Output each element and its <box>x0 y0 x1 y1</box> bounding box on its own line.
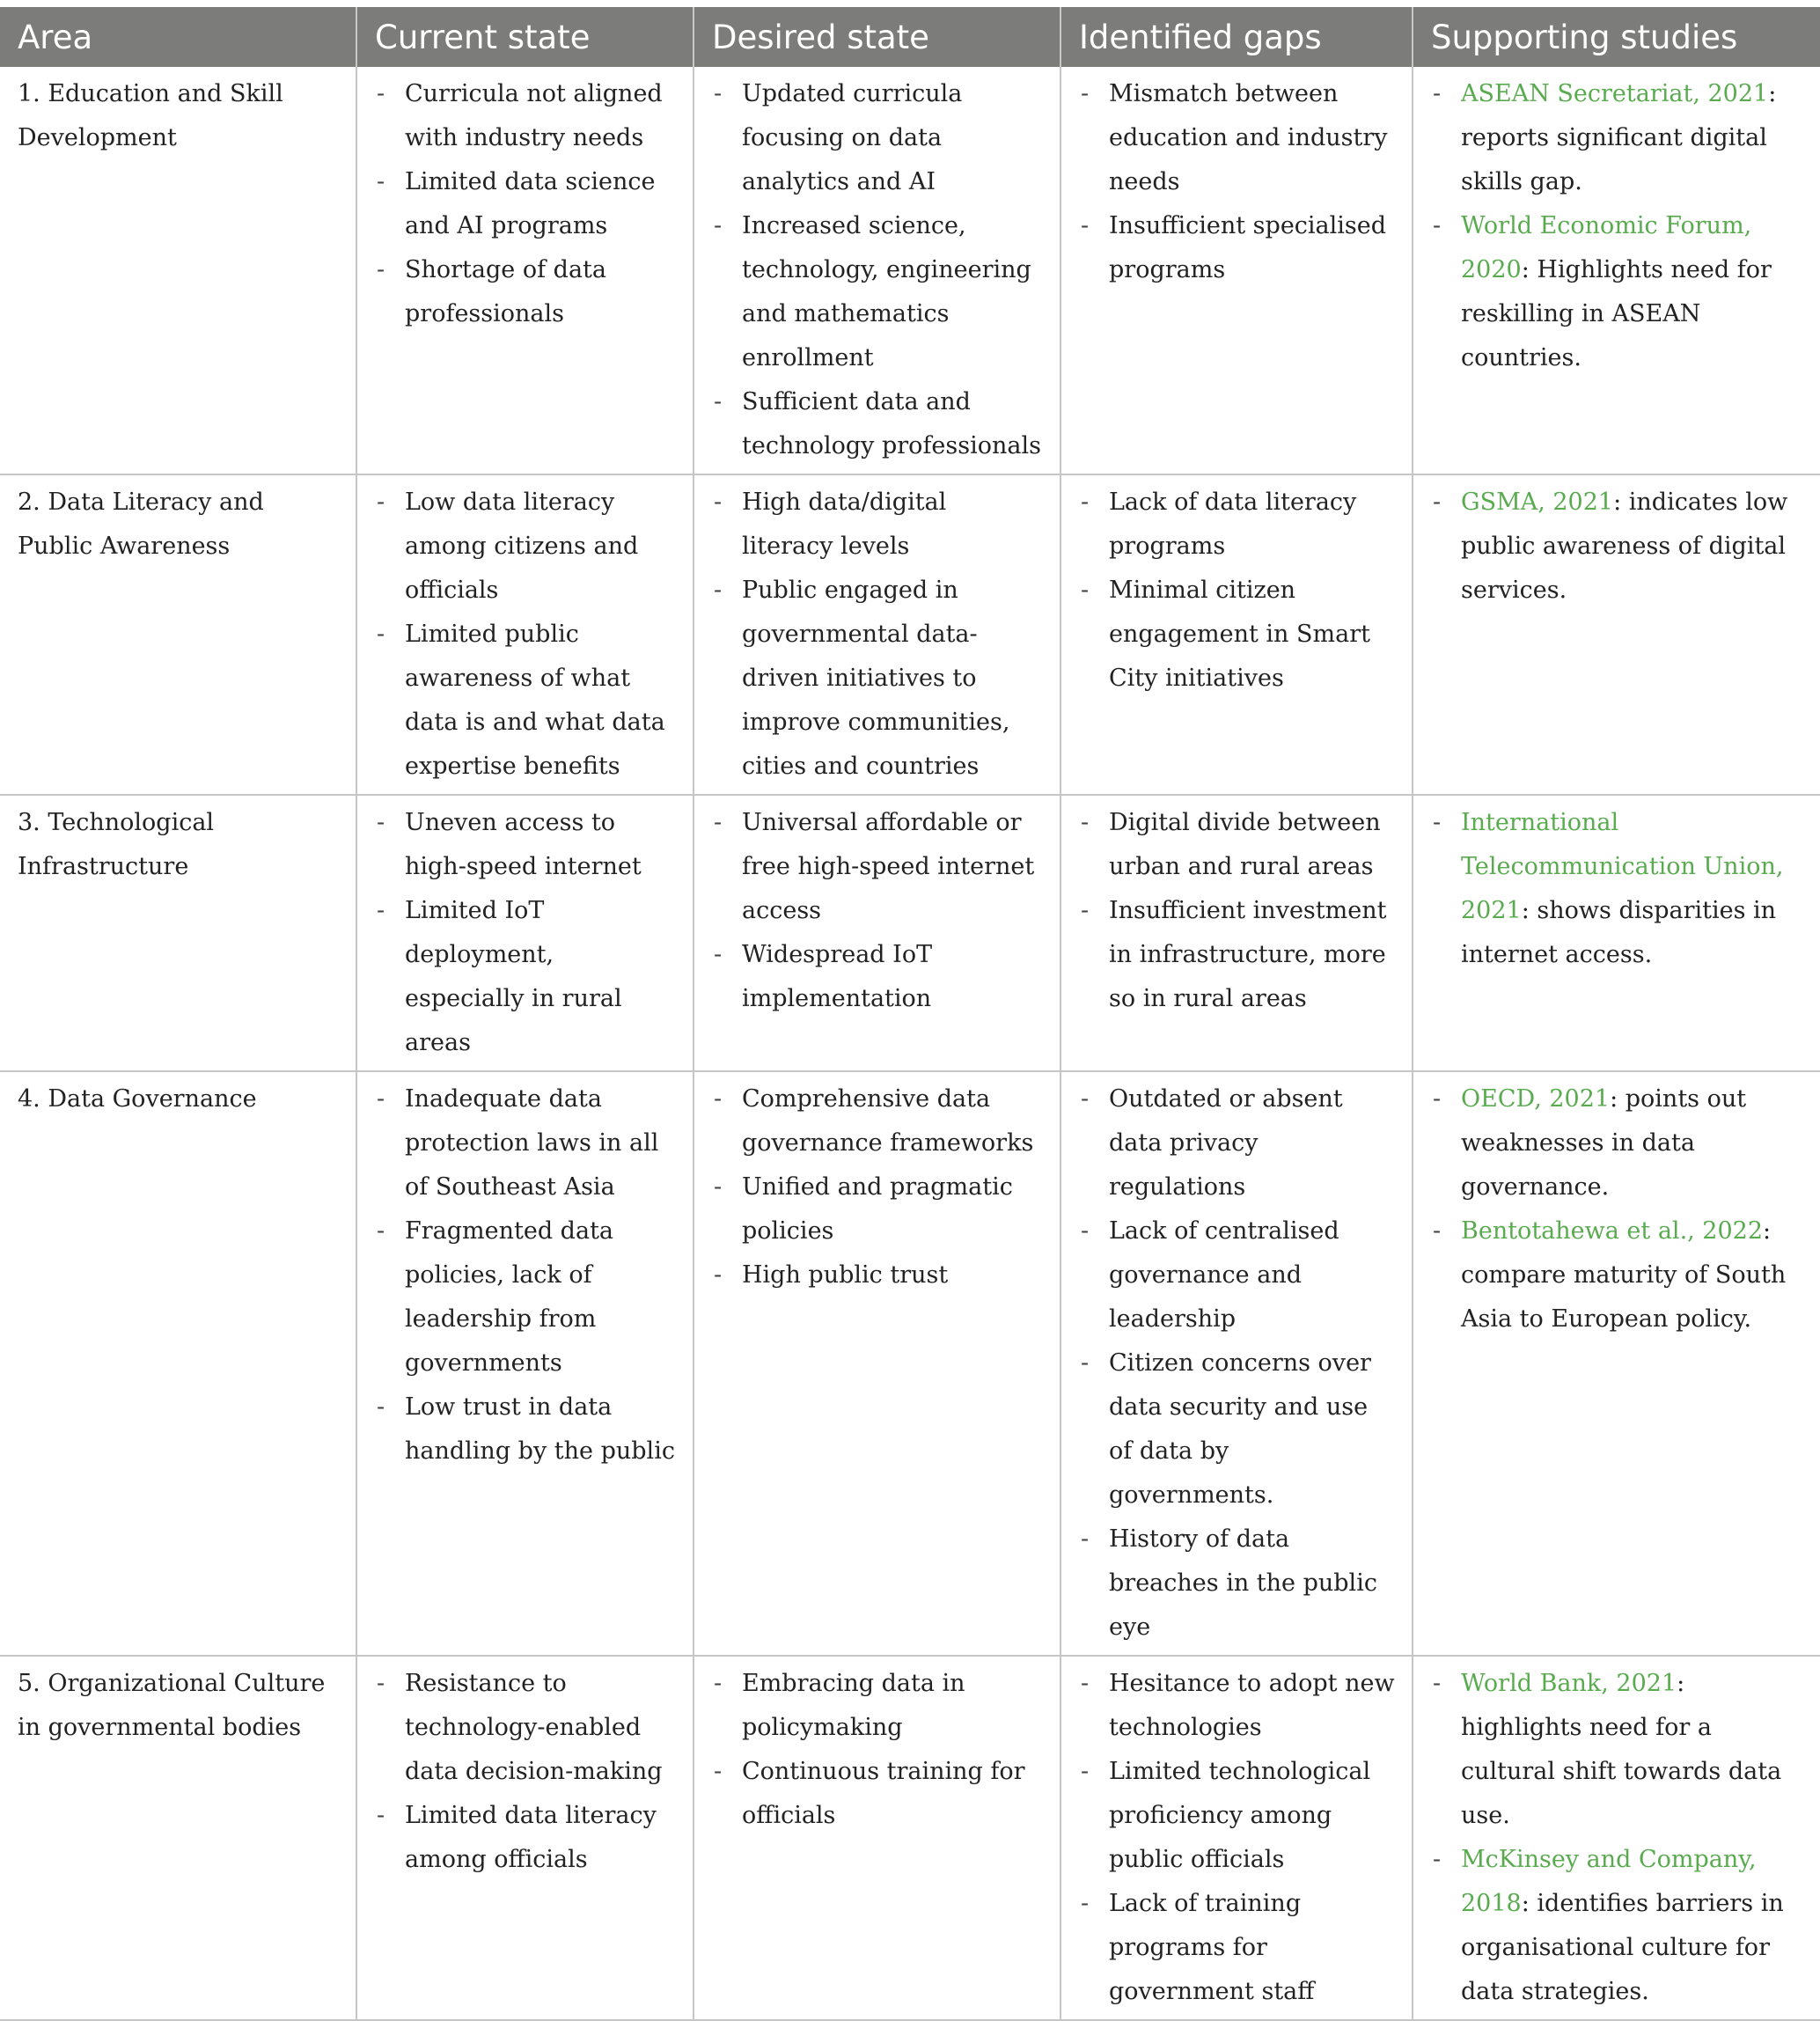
list-item <box>1431 1662 1804 1838</box>
citation-link[interactable]: ASEAN Secretariat, 2021 <box>1461 80 1769 107</box>
citation-text: : indicates low public awareness of digital services. <box>1461 489 1788 604</box>
citation-link[interactable]: International Telecommunication Union, 2021 <box>1461 809 1784 924</box>
gap-analysis-table-container <box>0 7 1820 2021</box>
citation-link[interactable]: GSMA, 2021 <box>1461 489 1614 516</box>
list-item: - Lack of training programs for government staff <box>1079 1882 1396 2014</box>
identified-gaps-cell <box>1060 474 1413 795</box>
table-row <box>0 1071 1820 1656</box>
list-item: - Widespread IoT implementation <box>712 933 1044 1021</box>
current-state-list <box>375 1662 677 1882</box>
area-cell: 5. Organizational Culture in governmental bodies <box>0 1656 356 2020</box>
header-row <box>0 7 1820 67</box>
supporting-studies-cell <box>1413 1071 1820 1656</box>
list-item: - Limited data literacy among officials <box>375 1794 677 1882</box>
supporting-studies-cell <box>1413 1656 1820 2020</box>
supporting-studies-list <box>1431 1077 1804 1341</box>
list-item: - Continuous training for officials <box>712 1750 1044 1838</box>
table-row <box>0 474 1820 795</box>
citation-link[interactable]: Bentotahewa et al., 2022 <box>1461 1217 1764 1245</box>
desired-state-cell <box>694 1656 1060 2020</box>
header-desired-state: Desired state <box>694 7 1060 67</box>
current-state-cell <box>356 795 694 1071</box>
list-item: - Fragmented data policies, lack of leadership from governments <box>375 1209 677 1385</box>
identified-gaps-cell <box>1060 67 1413 474</box>
current-state-cell <box>356 474 694 795</box>
gap-analysis-table <box>0 7 1820 2021</box>
identified-gaps-cell <box>1060 1071 1413 1656</box>
desired-state-cell <box>694 474 1060 795</box>
list-item: - Lack of data literacy programs <box>1079 481 1396 569</box>
list-item: - Mismatch between education and industry needs <box>1079 72 1396 204</box>
citation-text: : compare maturity of South Asia to European policy. <box>1461 1217 1787 1333</box>
list-item: - Limited data science and AI programs <box>375 160 677 248</box>
identified-gaps-list <box>1079 801 1396 1021</box>
list-item: - Curricula not aligned with industry needs <box>375 72 677 160</box>
desired-state-list <box>712 72 1044 468</box>
area-cell: 1. Education and Skill Development <box>0 67 356 474</box>
list-item: - Lack of centralised governance and leadership <box>1079 1209 1396 1341</box>
table-row <box>0 67 1820 474</box>
list-item: - History of data breaches in the public eye <box>1079 1518 1396 1650</box>
list-item: - Public engaged in governmental data-driven initiatives to improve communities, cities and countries <box>712 569 1044 789</box>
area-cell: 4. Data Governance <box>0 1071 356 1656</box>
table-body <box>0 67 1820 2020</box>
identified-gaps-list <box>1079 72 1396 292</box>
list-item: - High public trust <box>712 1253 1044 1297</box>
citation-link[interactable]: OECD, 2021 <box>1461 1085 1611 1113</box>
citation-text: : points out weaknesses in data governance. <box>1461 1085 1747 1201</box>
header-current-state: Current state <box>356 7 694 67</box>
list-item <box>1431 481 1804 613</box>
list-item: - High data/digital literacy levels <box>712 481 1044 569</box>
list-item: - Low data literacy among citizens and officials <box>375 481 677 613</box>
header-identified-gaps: Identified gaps <box>1060 7 1413 67</box>
citation-text: : identifies barriers in organisational culture for data strategies. <box>1461 1890 1784 2005</box>
list-item: - Embracing data in policymaking <box>712 1662 1044 1750</box>
current-state-cell <box>356 67 694 474</box>
list-item: - Limited IoT deployment, especially in rural areas <box>375 889 677 1065</box>
supporting-studies-list <box>1431 1662 1804 2014</box>
list-item <box>1431 801 1804 977</box>
identified-gaps-list <box>1079 1077 1396 1650</box>
list-item: - Increased science, technology, engineering and mathematics enrollment <box>712 204 1044 380</box>
area-cell: 2. Data Literacy and Public Awareness <box>0 474 356 795</box>
citation-link[interactable]: World Bank, 2021 <box>1461 1670 1677 1697</box>
list-item <box>1431 72 1804 204</box>
list-item: - Shortage of data professionals <box>375 248 677 336</box>
list-item: - Insufficient specialised programs <box>1079 204 1396 292</box>
desired-state-list <box>712 1077 1044 1297</box>
header-area: Area <box>0 7 356 67</box>
list-item <box>1431 1838 1804 2014</box>
current-state-list <box>375 801 677 1065</box>
identified-gaps-list <box>1079 481 1396 701</box>
citation-link[interactable]: McKinsey and Company, 2018 <box>1461 1846 1757 1917</box>
identified-gaps-cell <box>1060 1656 1413 2020</box>
list-item: - Sufficient data and technology professionals <box>712 380 1044 468</box>
current-state-cell <box>356 1656 694 2020</box>
supporting-studies-cell <box>1413 67 1820 474</box>
supporting-studies-cell <box>1413 795 1820 1071</box>
table-row <box>0 1656 1820 2020</box>
header-supporting-studies: Supporting studies <box>1413 7 1820 67</box>
supporting-studies-list <box>1431 801 1804 977</box>
table-header <box>0 7 1820 67</box>
citation-text: : reports significant digital skills gap. <box>1461 80 1777 195</box>
list-item: - Limited technological proficiency among public officials <box>1079 1750 1396 1882</box>
list-item: - Updated curricula focusing on data analytics and AI <box>712 72 1044 204</box>
citation-text: : highlights need for a cultural shift towards data use. <box>1461 1670 1782 1829</box>
current-state-list <box>375 481 677 789</box>
desired-state-list <box>712 481 1044 789</box>
list-item: - Unified and pragmatic policies <box>712 1165 1044 1253</box>
desired-state-list <box>712 801 1044 1021</box>
list-item: - Inadequate data protection laws in all of Southeast Asia <box>375 1077 677 1209</box>
desired-state-cell <box>694 67 1060 474</box>
desired-state-cell <box>694 1071 1060 1656</box>
list-item: - Limited public awareness of what data is and what data expertise benefits <box>375 613 677 789</box>
list-item: - Minimal citizen engagement in Smart City initiatives <box>1079 569 1396 701</box>
list-item: - Hesitance to adopt new technologies <box>1079 1662 1396 1750</box>
list-item: - Uneven access to high-speed internet <box>375 801 677 889</box>
desired-state-cell <box>694 795 1060 1071</box>
list-item <box>1431 1209 1804 1341</box>
list-item: - Low trust in data handling by the public <box>375 1385 677 1473</box>
current-state-cell <box>356 1071 694 1656</box>
list-item: - Insufficient investment in infrastructure, more so in rural areas <box>1079 889 1396 1021</box>
list-item: - Comprehensive data governance frameworks <box>712 1077 1044 1165</box>
table-row <box>0 795 1820 1071</box>
supporting-studies-cell <box>1413 474 1820 795</box>
list-item: - Citizen concerns over data security and use of data by governments. <box>1079 1341 1396 1518</box>
identified-gaps-list <box>1079 1662 1396 2014</box>
list-item <box>1431 204 1804 380</box>
list-item <box>1431 1077 1804 1209</box>
desired-state-list <box>712 1662 1044 1838</box>
list-item: - Digital divide between urban and rural areas <box>1079 801 1396 889</box>
current-state-list <box>375 72 677 336</box>
citation-text: : Highlights need for reskilling in ASEAN countries. <box>1461 256 1772 371</box>
identified-gaps-cell <box>1060 795 1413 1071</box>
current-state-list <box>375 1077 677 1473</box>
citation-link[interactable]: World Economic Forum, 2020 <box>1461 212 1752 283</box>
list-item: - Universal affordable or free high-speed internet access <box>712 801 1044 933</box>
list-item: - Outdated or absent data privacy regulations <box>1079 1077 1396 1209</box>
supporting-studies-list <box>1431 481 1804 613</box>
supporting-studies-list <box>1431 72 1804 380</box>
citation-text: : shows disparities in internet access. <box>1461 897 1777 968</box>
area-cell: 3. Technological Infrastructure <box>0 795 356 1071</box>
list-item: - Resistance to technology-enabled data decision-making <box>375 1662 677 1794</box>
